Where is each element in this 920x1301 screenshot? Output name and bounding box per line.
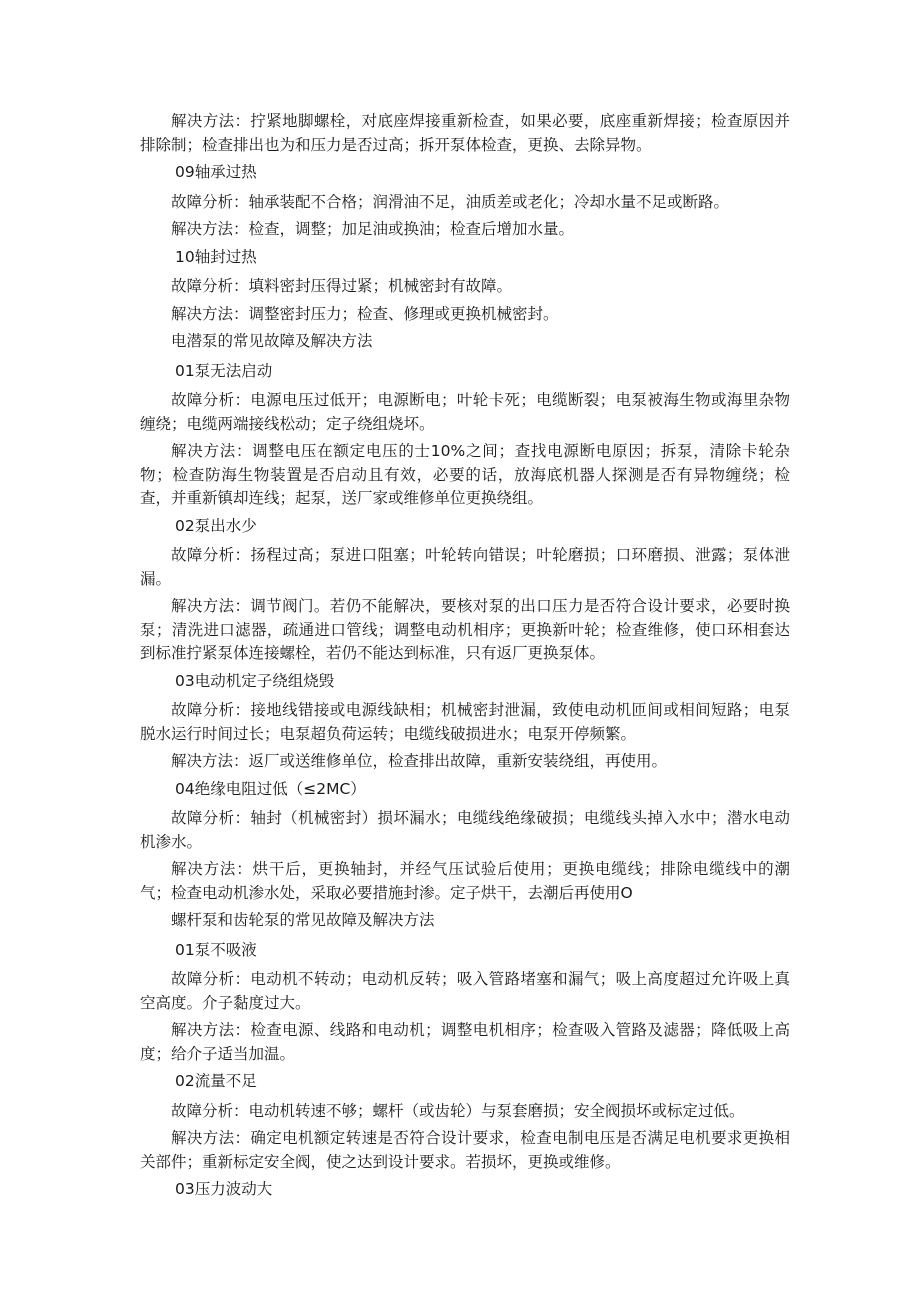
paragraph: 解决方法：烘干后，更换轴封，并经气压试验后使用；更换电缆线；排除电缆线中的潮气；检查电动机渗水处，采取必要措施封渗。定子烘干，去潮后再使用O [140, 860, 790, 902]
paragraph: 故障分析：接地线错接或电源线缺相；机械密封泄漏，致使电动机匝间或相间短路；电泵脱水运行时间过长；电泵超负荷运转；电缆线破损进水；电泵开停频繁。 [140, 701, 790, 743]
item-heading: 01泵不吸液 [175, 940, 257, 959]
paragraph: 解决方法：调整电压在额定电压的士10%之间；查找电源断电原因；拆泵，清除卡轮杂物；检查防海生物装置是否启动且有效，必要的话，放海底机器人探测是否有异物缠绕；检查，并重新镇却连线；起泵，送厂家或维修单位更换绕组。 [140, 442, 790, 507]
paragraph: 故障分析：扬程过高；泵进口阻塞；叶轮转向错误；叶轮磨损；口环磨损、泄露；泵体泄漏。 [140, 546, 790, 588]
item-heading: 02流量不足 [175, 1072, 257, 1090]
paragraph: 解决方法：调整密封压力；检查、修理或更换机械密封。 [171, 304, 559, 323]
item-heading: 03电动机定子绕组烧毁 [175, 671, 335, 690]
paragraph: 故障分析：轴承装配不合格；润滑油不足，油质差或老化；冷却水量不足或断路。 [171, 192, 730, 211]
item-heading: 01泵无法启动 [175, 361, 273, 380]
paragraph: 故障分析：轴封（机械密封）损坏漏水；电缆线绝缘破损；电缆线头掉入水中；潜水电动机渗水。 [140, 809, 790, 851]
paragraph: 解决方法：返厂或送维修单位，检查排出故障，重新安装绕组，再使用。 [171, 752, 668, 770]
paragraph: 故障分析：填料密封压得过紧；机械密封有故障。 [171, 277, 513, 295]
paragraph: 解决方法：检查，调整；加足油或换油；检查后增加水量。 [171, 220, 575, 238]
item-heading: 02泵出水少 [175, 516, 257, 535]
document-body [140, 110, 790, 1208]
item-heading: 10轴封过热 [175, 247, 257, 266]
paragraph: 故障分析：电动机转速不够；螺杆（或齿轮）与泵套磨损；安全阀损坏或标定过低。 [171, 1101, 745, 1120]
paragraph: 解决方法：确定电机额定转速是否符合设计要求，检查电制电压是否满足电机要求更换相关部件；重新标定安全阀，使之达到设计要求。若损坏，更换或维修。 [140, 1129, 790, 1171]
section-heading: 螺杆泵和齿轮泵的常见故障及解决方法 [171, 911, 435, 929]
paragraph: 解决方法：检查电源、线路和电动机；调整电机相序；检查吸入管路及滤器；降低吸上高度；给介子适当加温。 [140, 1021, 790, 1063]
paragraph: 解决方法：拧紧地脚螺栓，对底座焊接重新检查，如果必要，底座重新焊接；检查原因并排除制；检查排出也为和压力是否过高；拆开泵体检查，更换、去除异物。 [140, 112, 790, 154]
item-heading: 03压力波动大 [175, 1180, 273, 1198]
paragraph: 故障分析：电源电压过低开；电源断电；叶轮卡死；电缆断裂；电泵被海生物或海里杂物缠绕；电缆两端接线松动；定子绕组烧坏。 [140, 391, 790, 433]
item-heading: 09轴承过热 [175, 163, 257, 181]
paragraph: 解决方法：调节阀门。若仍不能解决，要核对泵的出口压力是否符合设计要求，必要时换泵；清洗进口滤器，疏通进口管线；调整电动机相序；更换新叶轮；检查维修，使口环相套达到标准拧紧泵体连接螺栓，若仍不能达到标准，只有返厂更换泵体。 [140, 597, 790, 662]
section-heading: 电潜泵的常见故障及解决方法 [171, 332, 373, 350]
paragraph: 故障分析：电动机不转动；电动机反转；吸入管路堵塞和漏气；吸上高度超过允许吸上真空高度。介子黏度过大。 [140, 970, 790, 1012]
item-heading: 04绝缘电阻过低（≤2MC） [175, 779, 366, 798]
